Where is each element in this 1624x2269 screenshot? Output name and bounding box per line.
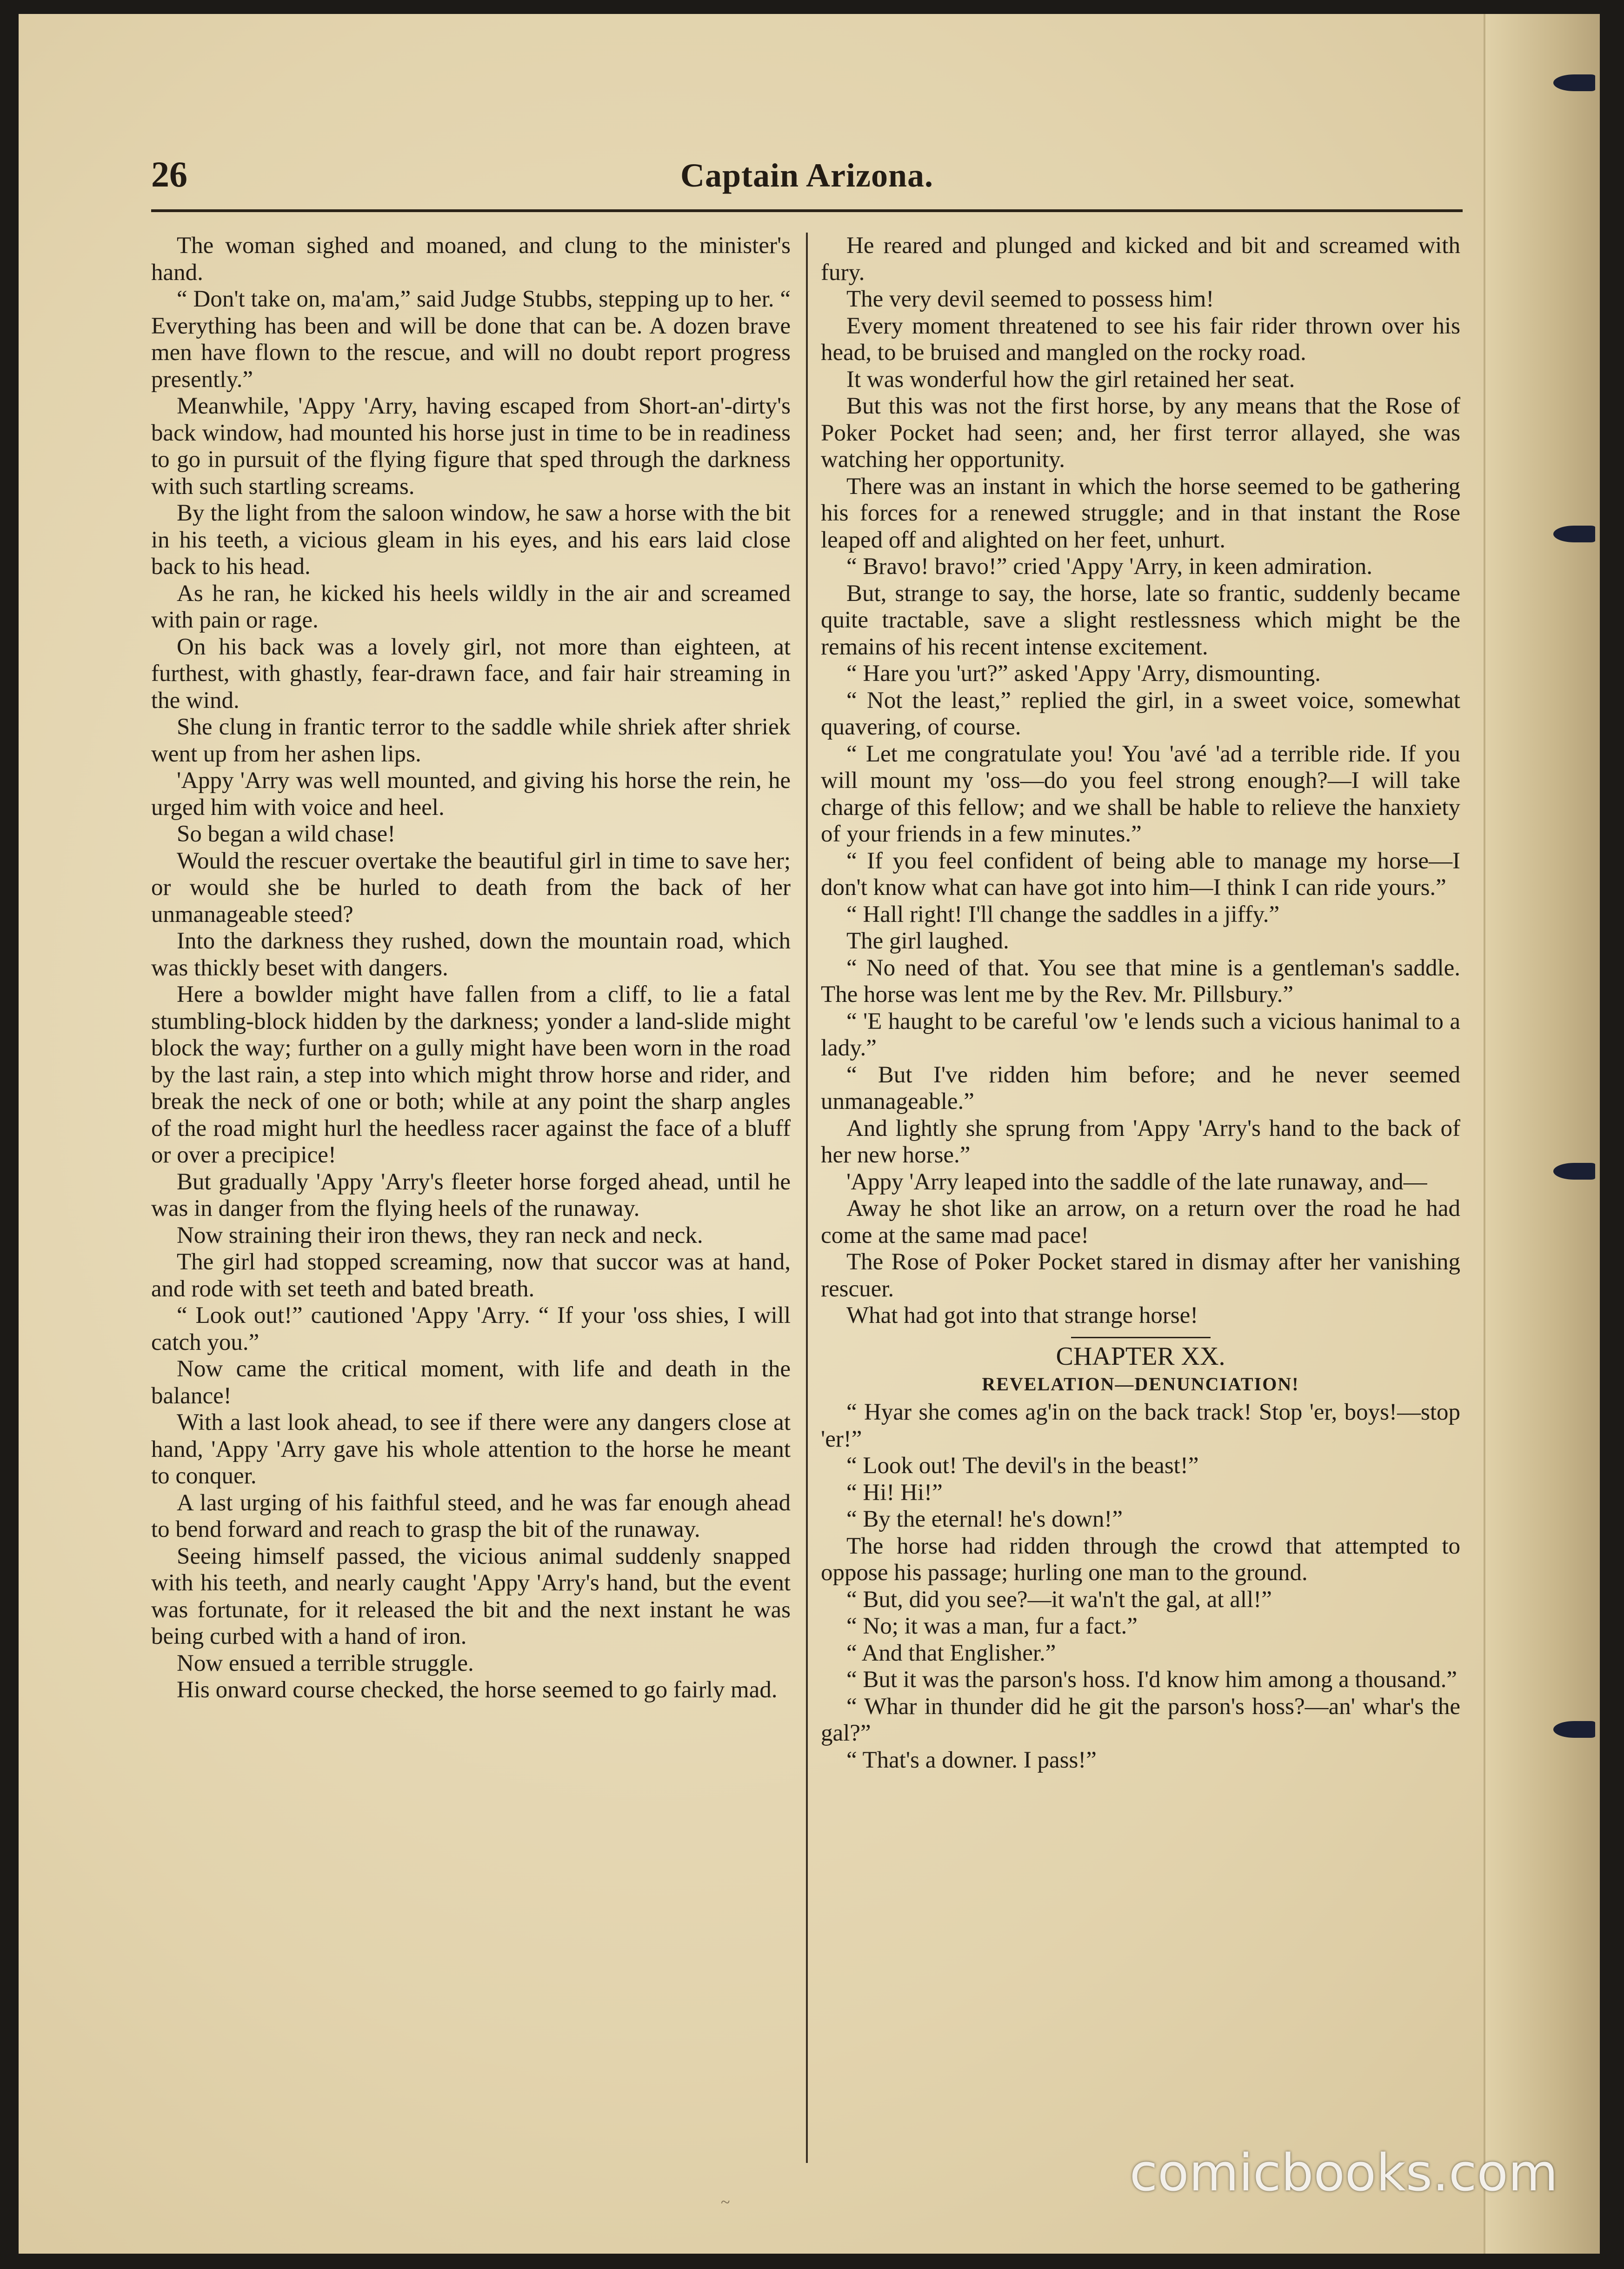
paragraph: It was wonderful how the girl retained her seat. — [846, 366, 1295, 393]
paragraph: Into the darkness they rushed, down the mountain road, which was thickly beset with dangers. — [151, 928, 791, 981]
paragraph: “ Whar in thunder did he git the parson's hoss?—an' whar's the gal?” — [821, 1693, 1460, 1746]
paragraph: There was an instant in which the horse seemed to be gathering his forces for a renewed struggle; and in that instant the Rose leaped off and alighted on her feet, unhurt. — [821, 473, 1460, 553]
paragraph: He reared and plunged and kicked and bit and screamed with fury. — [821, 233, 1460, 286]
watermark: comicbooks.com — [1129, 2143, 1558, 2202]
chapter-title: CHAPTER XX. — [1056, 1341, 1225, 1371]
paragraph: The Rose of Poker Pocket stared in dismay after her vanishing rescuer. — [821, 1249, 1460, 1302]
binding-stitch — [1553, 1163, 1595, 1180]
paragraph: Meanwhile, 'Appy 'Arry, having escaped from Short-an'-dirty's back window, had mounted his horse just in time to be in readiness to go in pursuit of the flying figure that sped through the darkness with such startling screams. — [151, 393, 791, 500]
paragraph: Now came the critical moment, with life and death in the balance! — [151, 1356, 791, 1409]
paragraph: “ Hare you 'urt?” asked 'Appy 'Arry, dismounting. — [846, 661, 1321, 687]
right-column-part-a — [821, 233, 1460, 1329]
paragraph: “ Hi! Hi!” — [846, 1479, 943, 1506]
left-text-column — [151, 233, 791, 2191]
paragraph: “ Hall right! I'll change the saddles in a jiffy.” — [846, 901, 1280, 928]
paragraph: What had got into that strange horse! — [846, 1302, 1198, 1328]
paragraph: Would the rescuer overtake the beautiful girl in time to save her; or would she be hurled to death from the back of her unmanageable steed? — [151, 848, 791, 928]
right-text-column — [821, 233, 1460, 2191]
paragraph: But this was not the first horse, by any means that the Rose of Poker Pocket had seen; and, her first terror allayed, she was watching her opportunity. — [821, 393, 1460, 473]
paragraph: “ Don't take on, ma'am,” said Judge Stubbs, stepping up to her. “ Everything has been and will be done that can be. A dozen brave men have flown to the rescue, and will no doubt report progress presently.” — [151, 286, 791, 393]
paragraph: “ But, did you see?—it wa'n't the gal, at all!” — [846, 1586, 1272, 1613]
paragraph: Now straining their iron thews, they ran neck and neck. — [177, 1222, 703, 1248]
paragraph: “ No need of that. You see that mine is a gentleman's saddle. The horse was lent me by the Rev. Mr. Pillsbury.” — [821, 954, 1460, 1008]
paragraph: But, strange to say, the horse, late so frantic, suddenly became quite tractable, save a slight restlessness which might be the remains of his recent intense excitement. — [821, 580, 1460, 660]
binding-stitch — [1553, 526, 1595, 542]
paragraph: The woman sighed and moaned, and clung to the minister's hand. — [151, 233, 791, 286]
paragraph: The girl laughed. — [846, 928, 1009, 954]
paragraph: The girl had stopped screaming, now that succor was at hand, and rode with set teeth and bated breath. — [151, 1249, 791, 1302]
paragraph: Now ensued a terrible struggle. — [177, 1650, 474, 1676]
paragraph: A last urging of his faithful steed, and he was far enough ahead to bend forward and reach to grasp the bit of the runaway. — [151, 1489, 791, 1542]
paragraph: “ But I've ridden him before; and he never seemed unmanageable.” — [821, 1061, 1460, 1114]
paragraph: “ 'E haught to be careful 'ow 'e lends such a vicious hanimal to a lady.” — [821, 1008, 1460, 1061]
paragraph: By the light from the saloon window, he saw a horse with the bit in his teeth, a vicious gleam in his eyes, and his ears laid close back to his head. — [151, 500, 791, 580]
paragraph: “ No; it was a man, fur a fact.” — [846, 1613, 1138, 1639]
footer-ornament: ~ — [721, 2193, 730, 2211]
paragraph: “ Look out! The devil's in the beast!” — [846, 1453, 1199, 1479]
column-divider — [806, 233, 808, 2163]
paragraph: With a last look ahead, to see if there were any dangers close at hand, 'Appy 'Arry gave his whole attention to the horse he meant to conquer. — [151, 1409, 791, 1489]
binding-stitch — [1553, 1721, 1595, 1738]
paragraph: But gradually 'Appy 'Arry's fleeter horse forged ahead, until he was in danger from the flying heels of the runaway. — [151, 1168, 791, 1221]
paragraph: “ If you feel confident of being able to manage my horse—I don't know what can have got into him—I think I can ride yours.” — [821, 848, 1460, 901]
paragraph: The horse had ridden through the crowd that attempted to oppose his passage; hurling one man to the ground. — [821, 1533, 1460, 1586]
paragraph: “ That's a downer. I pass!” — [846, 1747, 1097, 1773]
paragraph: The very devil seemed to possess him! — [846, 286, 1214, 312]
paragraph: His onward course checked, the horse seemed to go fairly mad. — [177, 1677, 778, 1703]
chapter-rule — [1071, 1337, 1211, 1338]
paragraph: “ But it was the parson's hoss. I'd know him among a thousand.” — [846, 1667, 1458, 1693]
binding-gutter — [1484, 14, 1600, 2254]
paragraph: As he ran, he kicked his heels wildly in the air and screamed with pain or rage. — [151, 580, 791, 633]
paragraph: So began a wild chase! — [177, 821, 396, 847]
page-number: 26 — [151, 154, 187, 194]
paragraph: “ Bravo! bravo!” cried 'Appy 'Arry, in keen admiration. — [846, 554, 1372, 580]
paragraph: And lightly she sprung from 'Appy 'Arry's hand to the back of her new horse.” — [821, 1115, 1460, 1168]
paragraph: She clung in frantic terror to the saddle while shriek after shriek went up from her ashen lips. — [151, 714, 791, 767]
paragraph: Away he shot like an arrow, on a return over the road he had come at the same mad pace! — [821, 1195, 1460, 1248]
running-head: Captain Arizona. — [680, 157, 934, 194]
paragraph: On his back was a lovely girl, not more than eighteen, at furthest, with ghastly, fear-drawn face, and fair hair streaming in the wind. — [151, 634, 791, 714]
paragraph: 'Appy 'Arry was well mounted, and giving his horse the rein, he urged him with voice and heel. — [151, 767, 791, 821]
paragraph: “ And that Englisher.” — [846, 1640, 1056, 1666]
paragraph: “ By the eternal! he's down!” — [846, 1506, 1123, 1532]
book-page — [19, 14, 1600, 2254]
right-column-part-b — [821, 1399, 1460, 1774]
binding-stitch — [1553, 74, 1595, 91]
paragraph: Every moment threatened to see his fair rider thrown over his head, to be bruised and mangled on the rocky road. — [821, 313, 1460, 366]
paragraph: Seeing himself passed, the vicious animal suddenly snapped with his teeth, and nearly caught 'Appy 'Arry's hand, but the event was fortunate, for it released the bit and the next instant he was being curbed with a hand of iron. — [151, 1543, 791, 1649]
paragraph: “ Not the least,” replied the girl, in a sweet voice, somewhat quavering, of course. — [821, 687, 1460, 740]
chapter-subtitle: REVELATION—DENUNCIATION! — [982, 1373, 1299, 1395]
paragraph: “ Let me congratulate you! You 'avé 'ad a terrible ride. If you will mount my 'oss—do you feel strong enough?—I will take charge of this fellow; and we shall be hable to relieve the hanxiety of your friends in a few minutes.” — [821, 741, 1460, 847]
paragraph: “ Hyar she comes ag'in on the back track! Stop 'er, boys!—stop 'er!” — [821, 1399, 1460, 1452]
paragraph: 'Appy 'Arry leaped into the saddle of the late runaway, and— — [846, 1168, 1427, 1195]
paragraph: “ Look out!” cautioned 'Appy 'Arry. “ If your 'oss shies, I will catch you.” — [151, 1302, 791, 1355]
page-header — [151, 153, 1463, 212]
paragraph: Here a bowlder might have fallen from a cliff, to lie a fatal stumbling-block hidden by the darkness; yonder a land-slide might block the way; further on a gully might have been worn in the road by the last rain, a step into which might throw horse and rider, and break the neck of one or both; while at any point the sharp angles of the road might hurl the heedless racer against the face of a bluff or over a precipice! — [151, 981, 791, 1168]
